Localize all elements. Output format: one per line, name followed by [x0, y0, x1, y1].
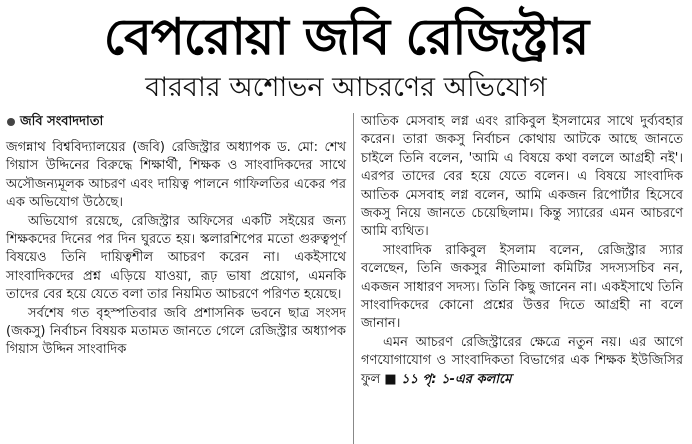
- paragraph: সর্বশেষ গত বৃহস্পতিবার জবি প্রশাসনিক ভবনে ছাত্র সংসদ (জকসু) নির্বাচন বিষয়ক মতামত জানতে গেলে রেজিস্ট্রার অধ্যাপক গিয়াস উদ্দিন সাংবাদিক: [6, 305, 346, 358]
- continuation-text: ১১ পৃ: ১-এর কলামে: [401, 371, 512, 387]
- paragraph-text: এমন আচরণ রেজিস্ট্রারের ক্ষেত্রে নতুন নয়। এর আগে গণযোগাযোগ ও সাংবাদিকতা বিভাগের এক শিক্ষক ইউজিসির ফুল: [361, 334, 683, 387]
- paragraph: আতিক মেসবাহ লগ্ন এবং রাকিবুল ইসলামের সাথে দুর্ব্যবহার করেন। তারা জকসু নির্বাচন কোথায় আটকে আছে জানতে চাইলে তিনি বলেন, 'আমি এ বিষয়ে কথা বললে আগ্রহী নই'। এরপর তাদের বের হয়ে যেতে বলেন। এ বিষয়ে সাংবাদিক আতিক মেসবাহ লগ্ন বলেন, আমি একজন রিপোর্টার হিসেবে জকসু নিয়ে জানতে চেয়েছিলাম। কিন্তু স্যারের এমন আচরণে আমি ব্যথিত।: [361, 114, 683, 240]
- subheadline: বারবার অশোভন আচরণের অভিযোগ: [145, 72, 547, 103]
- headline: বেপরোয়া জবি রেজিস্ট্রার: [103, 8, 589, 66]
- byline-text: জবি সংবাদদাতা: [20, 114, 104, 129]
- paragraph: অভিযোগ রয়েছে, রেজিস্ট্রার অফিসের একটি সইয়ের জন্য শিক্ষকদের দিনের পর দিন ঘুরতে হয়। স্কলারশিপের মতো গুরুত্বপূর্ণ বিষয়েও তিনি দায়িত্বশীল আচরণ করেন না। একইসাথে সাংবাদিকদের প্রশ্ন এড়িয়ে যাওয়া, রূঢ় ভাষা প্রয়োগ, এমনকি তাদের বের হয়ে যেতে বলা তার নিয়মিত আচরণে পরিণত হয়েছে।: [6, 213, 346, 303]
- byline: [6, 113, 346, 131]
- bullet-icon: [7, 118, 15, 126]
- paragraph: জগন্নাথ বিশ্ববিদ্যালয়ের (জবি) রেজিস্ট্রার অধ্যাপক ড. মো: শেখ গিয়াস উদ্দিনের বিরুদ্ধে শিক্ষার্থী, শিক্ষক ও সাংবাদিকদের সাথে অসৌজন্যমূলক আচরণ এবং দায়িত্ব পালনে গাফিলতির একের পর এক অভিযোগ উঠেছে।: [6, 140, 346, 211]
- paragraph: [361, 334, 683, 389]
- paragraph: সাংবাদিক রাকিবুল ইসলাম বলেন, রেজিস্ট্রার স্যার বলেছেন, তিনি জকসুর নীতিমালা কমিটির সদস্যসচিব নন, একজন সাধারণ সদস্য। তিনি কিছু জানেন না। একইসাথে তিনি সাংবাদিকদের কোনো প্রশ্নের উত্তর দিতে আগ্রহী না বলে জানান।: [361, 242, 683, 332]
- article-column-left: [6, 113, 346, 360]
- column-divider: [353, 113, 354, 444]
- continuation-marker: ■ ১১ পৃ: ১-এর কলামে: [384, 371, 512, 387]
- article-column-right: [361, 113, 683, 389]
